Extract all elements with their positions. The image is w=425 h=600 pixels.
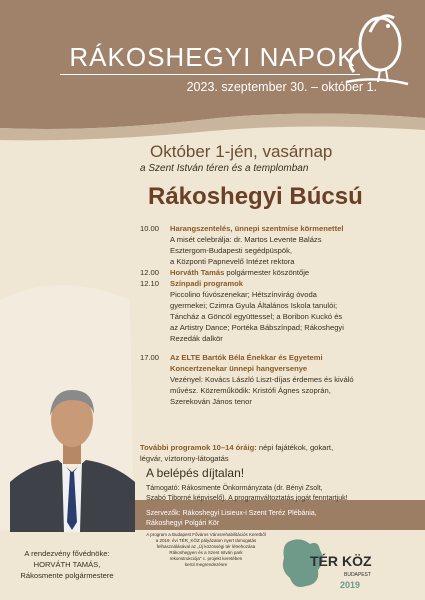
mayor-photo: [10, 372, 135, 532]
logo-year: 2019: [340, 580, 361, 590]
organizers: Szervezők: Rákoshegyi Lisieux-i Szent Teréz Plébánia, Rákoshegyi Polgári Kör: [146, 510, 317, 527]
page-title: RÁKOSHEGYI NAPOK: [69, 42, 356, 72]
patron-caption: A rendezvény fővédnöke: HORVÁTH TAMÁS, Rákosmente polgármestere: [20, 549, 114, 580]
event-place: a Szent István téren és a templomban: [140, 163, 309, 174]
entry-free: A belépés díjtalan!: [146, 466, 245, 480]
funding-note: A program a Budapest Főváros Városrehabilitációs Keretből a 2019. évi TÉR_KÖZ pályázaton nyert támogatás felhasználásával az „Új közösségi tér létrehozása Rákoshegyen és a Szent István park rekonstrukciója" c. projekt keretében kerül megrendezésre: [146, 532, 266, 567]
program-list: [140, 223, 410, 407]
event-name: Rákoshegyi Búcsú: [148, 183, 363, 210]
program-item: 10.00 Harangszentelés, ünnepi szentmise körmenettel A misét celebrálja: dr. Martos Levente Balázs Esztergom-Budapesti segédpüspök, a Központi Papnevelő Intézet rektora: [140, 224, 344, 266]
logo-sub: BUDAPEST: [344, 572, 371, 578]
support-text: Támogató: Rákosmente Önkormányzata (dr. Bényi Zsolt, Szabó Tiborné képviselő). A programváltoztatás jogát fenntartjuk!: [146, 485, 348, 502]
event-dates: 2023. szeptember 30. – október 1.: [186, 80, 377, 94]
logo-word-ter: TÉR: [310, 553, 338, 569]
logo-word-koz: KÖZ: [342, 553, 372, 569]
more-programs: További programok 10–14 óráig: népi fajátékok, gokart, légvár, víztorony-látogatás: [140, 443, 334, 463]
program-item: 12.10 Színpadi programok Piccolino fúvószenekar; Hétszínvirág óvoda gyermekei; Czimra Gyula Általános Iskola tanulói; Táncház a Göncöl együttessel; a Boribon Kuckó és az Artistry Dance; Portéka Bábszínpad; Rákoshegyi Rezedák dalkör: [140, 279, 344, 343]
ter-koz-logo: [280, 536, 390, 592]
title-divider: [60, 74, 360, 75]
program-item: 12.00 Horváth Tamás polgármester köszöntője: [140, 268, 310, 277]
program-item: 17.00 Az ELTE Bartók Béla Énekkar és Egyetemi Koncertzenekar ünnepi hangversenye Vezényel: Kovács László Liszt-díjas érdemes és kiváló művész. Közreműködik: Kristófi Ágnes szoprán, Szerekován János tenor: [140, 353, 354, 406]
event-day: Október 1-jén, vasárnap: [150, 142, 333, 161]
